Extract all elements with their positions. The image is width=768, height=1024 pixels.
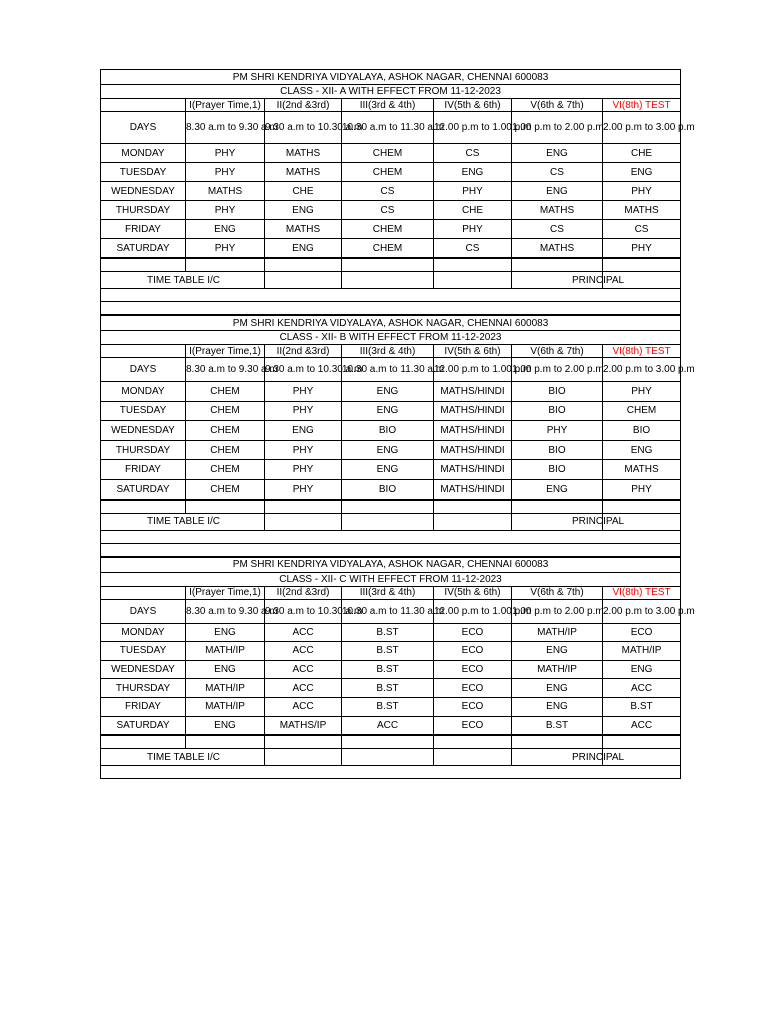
subject-cell: PHY bbox=[603, 382, 681, 402]
school-title: PM SHRI KENDRIYA VIDYALAYA, ASHOK NAGAR, CHENNAI 600083 bbox=[101, 316, 681, 331]
subject-cell: MATHS bbox=[265, 220, 342, 239]
subject-cell: ENG bbox=[512, 697, 603, 716]
period-time: 10.30 a.m to 11.30 a.m bbox=[342, 358, 434, 382]
subject-cell: MATHS bbox=[512, 239, 603, 259]
subject-cell: CHE bbox=[434, 201, 512, 220]
subject-cell: ECO bbox=[603, 623, 681, 642]
table-row bbox=[101, 697, 681, 716]
subject-cell: ENG bbox=[265, 239, 342, 259]
subject-cell: CHEM bbox=[342, 220, 434, 239]
period-header: II(2nd &3rd) bbox=[265, 586, 342, 599]
period-header-test: VI(8th) TEST bbox=[603, 586, 681, 599]
subject-cell: ACC bbox=[265, 697, 342, 716]
period-header: I(Prayer Time,1) bbox=[186, 99, 265, 112]
table-row bbox=[101, 440, 681, 460]
period-header: IV(5th & 6th) bbox=[434, 99, 512, 112]
subject-cell: CHEM bbox=[186, 382, 265, 402]
day-label: TUESDAY bbox=[101, 401, 186, 421]
subject-cell: ECO bbox=[434, 679, 512, 698]
period-time: 1.00 p.m to 2.00 p.m bbox=[512, 112, 603, 144]
day-label: THURSDAY bbox=[101, 679, 186, 698]
period-header-test: VI(8th) TEST bbox=[603, 345, 681, 358]
subject-cell: ECO bbox=[434, 660, 512, 679]
day-label: MONDAY bbox=[101, 382, 186, 402]
subject-cell: CHEM bbox=[186, 460, 265, 480]
period-header: III(3rd & 4th) bbox=[342, 586, 434, 599]
subject-cell: ACC bbox=[265, 679, 342, 698]
period-header: I(Prayer Time,1) bbox=[186, 586, 265, 599]
subject-cell: PHY bbox=[434, 182, 512, 201]
subject-cell: B.ST bbox=[342, 679, 434, 698]
subject-cell: MATHS/HINDI bbox=[434, 421, 512, 441]
subject-cell: ENG bbox=[512, 144, 603, 163]
subject-cell: ENG bbox=[186, 623, 265, 642]
subject-cell: MATHS bbox=[512, 201, 603, 220]
subject-cell: ENG bbox=[186, 660, 265, 679]
principal-label: PRINCIPAL bbox=[512, 513, 603, 530]
subject-cell: ACC bbox=[603, 679, 681, 698]
table-row bbox=[101, 660, 681, 679]
subject-cell: PHY bbox=[186, 239, 265, 259]
table-row bbox=[101, 460, 681, 480]
timetable-xii-b bbox=[100, 315, 695, 557]
period-header: III(3rd & 4th) bbox=[342, 345, 434, 358]
period-time: 2.00 p.m to 3.00 p.m bbox=[603, 112, 681, 144]
day-label: SATURDAY bbox=[101, 716, 186, 735]
subject-cell: MATH/IP bbox=[186, 642, 265, 661]
table-row bbox=[101, 401, 681, 421]
table-row bbox=[101, 163, 681, 182]
table-row bbox=[101, 382, 681, 402]
subject-cell: CHEM bbox=[186, 421, 265, 441]
timetable-ic-label: TIME TABLE I/C bbox=[101, 749, 265, 766]
subject-cell: CHE bbox=[265, 182, 342, 201]
table-row bbox=[101, 679, 681, 698]
subject-cell: CS bbox=[512, 220, 603, 239]
class-title: CLASS - XII- B WITH EFFECT FROM 11-12-2023 bbox=[101, 331, 681, 345]
subject-cell: ENG bbox=[186, 716, 265, 735]
schedule-body bbox=[101, 144, 681, 259]
schedule-body bbox=[101, 382, 681, 500]
period-time: 12.00 p.m to 1.00 p.m bbox=[434, 112, 512, 144]
subject-cell: ENG bbox=[265, 201, 342, 220]
subject-cell: CHEM bbox=[342, 239, 434, 259]
subject-cell: PHY bbox=[186, 144, 265, 163]
subject-cell: BIO bbox=[342, 421, 434, 441]
subject-cell: CS bbox=[434, 144, 512, 163]
day-label: FRIDAY bbox=[101, 460, 186, 480]
day-label: TUESDAY bbox=[101, 642, 186, 661]
subject-cell: CS bbox=[512, 163, 603, 182]
subject-cell: BIO bbox=[342, 479, 434, 499]
period-time: 12.00 p.m to 1.00 p.m bbox=[434, 358, 512, 382]
table-row bbox=[101, 220, 681, 239]
period-header: I(Prayer Time,1) bbox=[186, 345, 265, 358]
subject-cell: PHY bbox=[265, 382, 342, 402]
subject-cell: ENG bbox=[186, 220, 265, 239]
subject-cell: ENG bbox=[603, 163, 681, 182]
subject-cell: ENG bbox=[512, 182, 603, 201]
day-label: WEDNESDAY bbox=[101, 421, 186, 441]
subject-cell: MATH/IP bbox=[512, 660, 603, 679]
table-row bbox=[101, 421, 681, 441]
subject-cell: MATH/IP bbox=[186, 679, 265, 698]
header-blank bbox=[101, 586, 186, 599]
subject-cell: MATHS/IP bbox=[265, 716, 342, 735]
subject-cell: MATH/IP bbox=[512, 623, 603, 642]
period-time: 9.30 a.m to 10.30 a.m bbox=[265, 599, 342, 623]
principal-label: PRINCIPAL bbox=[512, 749, 603, 766]
period-time: 8.30 a.m to 9.30 a.m bbox=[186, 599, 265, 623]
subject-cell: PHY bbox=[265, 401, 342, 421]
period-time: 10.30 a.m to 11.30 a.m bbox=[342, 112, 434, 144]
subject-cell: PHY bbox=[603, 239, 681, 259]
subject-cell: B.ST bbox=[342, 697, 434, 716]
period-time: 9.30 a.m to 10.30 a.m bbox=[265, 112, 342, 144]
principal-label: PRINCIPAL bbox=[512, 272, 603, 289]
period-header: II(2nd &3rd) bbox=[265, 99, 342, 112]
subject-cell: B.ST bbox=[512, 716, 603, 735]
subject-cell: MATHS/HINDI bbox=[434, 401, 512, 421]
period-time: 8.30 a.m to 9.30 a.m bbox=[186, 358, 265, 382]
period-time: 1.00 p.m to 2.00 p.m bbox=[512, 358, 603, 382]
subject-cell: MATHS/HINDI bbox=[434, 382, 512, 402]
table-row bbox=[101, 642, 681, 661]
subject-cell: MATHS bbox=[603, 460, 681, 480]
subject-cell: ENG bbox=[512, 642, 603, 661]
subject-cell: ENG bbox=[342, 382, 434, 402]
subject-cell: ECO bbox=[434, 623, 512, 642]
subject-cell: PHY bbox=[603, 479, 681, 499]
subject-cell: MATHS bbox=[603, 201, 681, 220]
timetable-xii-c bbox=[100, 557, 695, 780]
day-label: SATURDAY bbox=[101, 239, 186, 259]
subject-cell: PHY bbox=[186, 201, 265, 220]
subject-cell: ACC bbox=[265, 660, 342, 679]
period-time: 2.00 p.m to 3.00 p.m bbox=[603, 358, 681, 382]
day-label: THURSDAY bbox=[101, 440, 186, 460]
days-label: DAYS bbox=[101, 599, 186, 623]
class-title: CLASS - XII- A WITH EFFECT FROM 11-12-2023 bbox=[101, 85, 681, 99]
period-header: V(6th & 7th) bbox=[512, 99, 603, 112]
school-title: PM SHRI KENDRIYA VIDYALAYA, ASHOK NAGAR, CHENNAI 600083 bbox=[101, 70, 681, 85]
subject-cell: PHY bbox=[512, 421, 603, 441]
subject-cell: B.ST bbox=[342, 623, 434, 642]
subject-cell: ENG bbox=[512, 479, 603, 499]
period-header: IV(5th & 6th) bbox=[434, 345, 512, 358]
subject-cell: BIO bbox=[512, 382, 603, 402]
subject-cell: PHY bbox=[603, 182, 681, 201]
day-label: MONDAY bbox=[101, 623, 186, 642]
subject-cell: MATHS bbox=[265, 144, 342, 163]
subject-cell: B.ST bbox=[603, 697, 681, 716]
table-row bbox=[101, 144, 681, 163]
day-label: THURSDAY bbox=[101, 201, 186, 220]
period-time: 10.30 a.m to 11.30 a.m bbox=[342, 599, 434, 623]
subject-cell: ACC bbox=[603, 716, 681, 735]
period-header: V(6th & 7th) bbox=[512, 586, 603, 599]
subject-cell: CS bbox=[342, 201, 434, 220]
period-header: IV(5th & 6th) bbox=[434, 586, 512, 599]
subject-cell: CHEM bbox=[603, 401, 681, 421]
subject-cell: ECO bbox=[434, 642, 512, 661]
header-blank bbox=[101, 345, 186, 358]
subject-cell: PHY bbox=[186, 163, 265, 182]
subject-cell: ECO bbox=[434, 697, 512, 716]
subject-cell: ACC bbox=[265, 642, 342, 661]
day-label: MONDAY bbox=[101, 144, 186, 163]
subject-cell: B.ST bbox=[342, 642, 434, 661]
subject-cell: MATHS bbox=[186, 182, 265, 201]
subject-cell: ENG bbox=[265, 421, 342, 441]
subject-cell: MATHS/HINDI bbox=[434, 479, 512, 499]
table-row bbox=[101, 182, 681, 201]
subject-cell: CHEM bbox=[186, 440, 265, 460]
subject-cell: PHY bbox=[434, 220, 512, 239]
schedule-body bbox=[101, 623, 681, 735]
period-time: 8.30 a.m to 9.30 a.m bbox=[186, 112, 265, 144]
subject-cell: MATH/IP bbox=[603, 642, 681, 661]
subject-cell: MATHS bbox=[265, 163, 342, 182]
day-label: WEDNESDAY bbox=[101, 182, 186, 201]
day-label: WEDNESDAY bbox=[101, 660, 186, 679]
subject-cell: ACC bbox=[265, 623, 342, 642]
subject-cell: ENG bbox=[342, 460, 434, 480]
subject-cell: ENG bbox=[434, 163, 512, 182]
subject-cell: BIO bbox=[512, 440, 603, 460]
school-title: PM SHRI KENDRIYA VIDYALAYA, ASHOK NAGAR, CHENNAI 600083 bbox=[101, 557, 681, 572]
subject-cell: ENG bbox=[603, 660, 681, 679]
subject-cell: BIO bbox=[603, 421, 681, 441]
table-row bbox=[101, 201, 681, 220]
subject-cell: CS bbox=[603, 220, 681, 239]
subject-cell: ENG bbox=[603, 440, 681, 460]
table-row bbox=[101, 239, 681, 259]
day-label: FRIDAY bbox=[101, 220, 186, 239]
timetable-ic-label: TIME TABLE I/C bbox=[101, 272, 265, 289]
subject-cell: CHE bbox=[603, 144, 681, 163]
subject-cell: CHEM bbox=[186, 401, 265, 421]
subject-cell: ENG bbox=[342, 401, 434, 421]
period-time: 2.00 p.m to 3.00 p.m bbox=[603, 599, 681, 623]
period-header: V(6th & 7th) bbox=[512, 345, 603, 358]
period-time: 12.00 p.m to 1.00 p.m bbox=[434, 599, 512, 623]
subject-cell: ECO bbox=[434, 716, 512, 735]
timetable-ic-label: TIME TABLE I/C bbox=[101, 513, 265, 530]
subject-cell: PHY bbox=[265, 440, 342, 460]
timetable-sheet bbox=[100, 69, 695, 779]
day-label: FRIDAY bbox=[101, 697, 186, 716]
table-row bbox=[101, 479, 681, 499]
subject-cell: ACC bbox=[342, 716, 434, 735]
table-row bbox=[101, 623, 681, 642]
class-title: CLASS - XII- C WITH EFFECT FROM 11-12-2023 bbox=[101, 572, 681, 586]
subject-cell: CS bbox=[434, 239, 512, 259]
period-header: II(2nd &3rd) bbox=[265, 345, 342, 358]
subject-cell: ENG bbox=[342, 440, 434, 460]
period-time: 1.00 p.m to 2.00 p.m bbox=[512, 599, 603, 623]
days-label: DAYS bbox=[101, 112, 186, 144]
period-time: 9.30 a.m to 10.30 a.m bbox=[265, 358, 342, 382]
subject-cell: CHEM bbox=[342, 163, 434, 182]
day-label: TUESDAY bbox=[101, 163, 186, 182]
subject-cell: CS bbox=[342, 182, 434, 201]
subject-cell: MATHS/HINDI bbox=[434, 460, 512, 480]
subject-cell: ENG bbox=[512, 679, 603, 698]
subject-cell: MATH/IP bbox=[186, 697, 265, 716]
subject-cell: BIO bbox=[512, 401, 603, 421]
subject-cell: MATHS/HINDI bbox=[434, 440, 512, 460]
subject-cell: CHEM bbox=[186, 479, 265, 499]
table-row bbox=[101, 716, 681, 735]
subject-cell: B.ST bbox=[342, 660, 434, 679]
timetable-xii-a bbox=[100, 69, 695, 315]
days-label: DAYS bbox=[101, 358, 186, 382]
subject-cell: PHY bbox=[265, 479, 342, 499]
period-header-test: VI(8th) TEST bbox=[603, 99, 681, 112]
header-blank bbox=[101, 99, 186, 112]
period-header: III(3rd & 4th) bbox=[342, 99, 434, 112]
day-label: SATURDAY bbox=[101, 479, 186, 499]
subject-cell: BIO bbox=[512, 460, 603, 480]
subject-cell: CHEM bbox=[342, 144, 434, 163]
subject-cell: PHY bbox=[265, 460, 342, 480]
